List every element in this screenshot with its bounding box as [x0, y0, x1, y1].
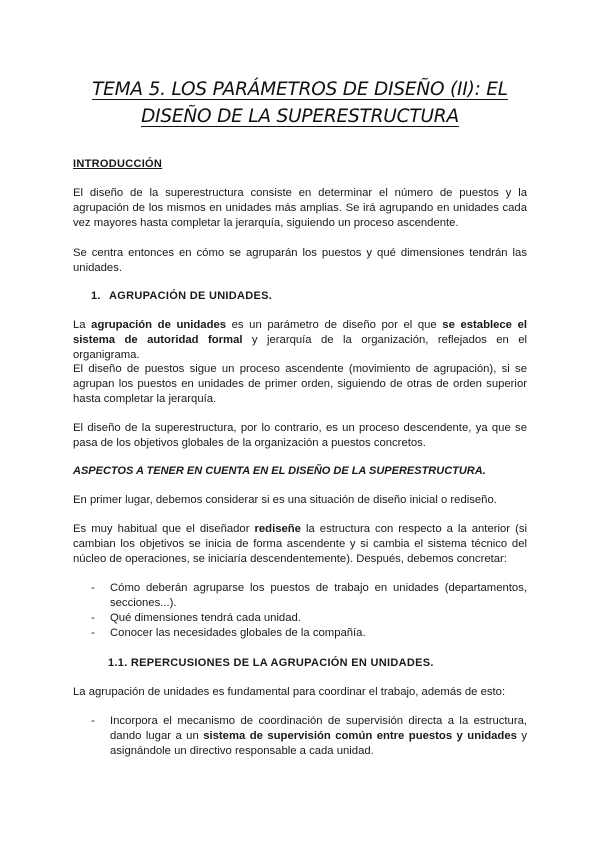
list-item: - Qué dimensiones tendrá cada unidad. [91, 611, 527, 626]
bold-run: agrupación de unidades [91, 319, 227, 331]
intro-paragraph-1: El diseño de la superestructura consiste en determinar el número de puestos y la agrupación de los mismos en unidades más amplias. Se irá agrupando en unidades cada vez mayores hasta completar la jerarquía, siguiendo un proceso ascendente. [73, 187, 527, 229]
section-1-heading [91, 289, 527, 304]
aspects-heading: ASPECTOS A TENER EN CUENTA EN EL DISEÑO DE LA SUPERESTRUCTURA. [73, 465, 486, 477]
section-1-paragraph-3: El diseño de la superestructura, por lo contrario, es un proceso descendente, ya que se pasa de los objetivos globales de la organización a puestos concretos. [73, 422, 527, 449]
bold-run: se establece el sistema de autoridad formal [73, 319, 527, 346]
text-run: la estructura con respecto a la anterior (si cambian los objetivos se inicia de forma ascendente y si cambia el sistema técnico del núcleo de operaciones, se iniciaría descendentemente). Después, debemos concretar: [73, 523, 527, 565]
list-item: - Cómo deberán agruparse los puestos de trabajo en unidades (departamentos, secciones...). [91, 581, 527, 611]
text-run: Incorpora el mecanismo de coordinación de supervisión directa a la estructura, dando lugar a un [110, 715, 527, 742]
aspects-paragraph-2 [73, 522, 527, 567]
list-item: - Conocer las necesidades globales de la compañía. [91, 626, 527, 641]
section-1-1-list [91, 714, 527, 759]
intro-heading: INTRODUCCIÓN [73, 158, 163, 170]
title-line-2: DISEÑO DE LA SUPERESTRUCTURA [141, 106, 459, 127]
text-run: Es muy habitual que el diseñador [73, 523, 255, 535]
list-item [91, 714, 527, 759]
aspects-list [91, 581, 527, 641]
section-1-1-heading: 1.1. REPERCUSIONES DE LA AGRUPACIÓN EN UNIDADES. [108, 657, 434, 669]
section-1-number: 1. [91, 290, 101, 302]
section-1-heading-text: AGRUPACIÓN DE UNIDADES. [109, 290, 273, 302]
section-1-paragraph-2: El diseño de puestos sigue un proceso ascendente (movimiento de agrupación), si se agrupan los puestos en unidades de primer orden, siguiendo de otras de orden superior hasta completar la jerarquía. [73, 363, 527, 405]
section-1-paragraph-1 [73, 318, 527, 363]
section-1-1-paragraph-1: La agrupación de unidades es fundamental para coordinar el trabajo, además de esto: [73, 686, 506, 698]
bold-run: sistema de supervisión común entre puestos y unidades [203, 730, 517, 742]
text-run: y asignándole un directivo responsable a cada unidad. [110, 730, 527, 757]
document-title [40, 76, 560, 130]
bold-run: rediseñe [254, 523, 301, 535]
title-line-1: TEMA 5. LOS PARÁMETROS DE DISEÑO (II): EL [92, 79, 508, 100]
text-run: y jerarquía de la organización, reflejados en el organigrama. [73, 334, 527, 361]
text-run: es un parámetro de diseño por el que [226, 319, 443, 331]
aspects-paragraph-1: En primer lugar, debemos considerar si es una situación de diseño inicial o rediseño. [73, 494, 497, 506]
intro-paragraph-2: Se centra entonces en cómo se agruparán los puestos y qué dimensiones tendrán las unidades. [73, 247, 527, 274]
text-run: La [73, 319, 92, 331]
